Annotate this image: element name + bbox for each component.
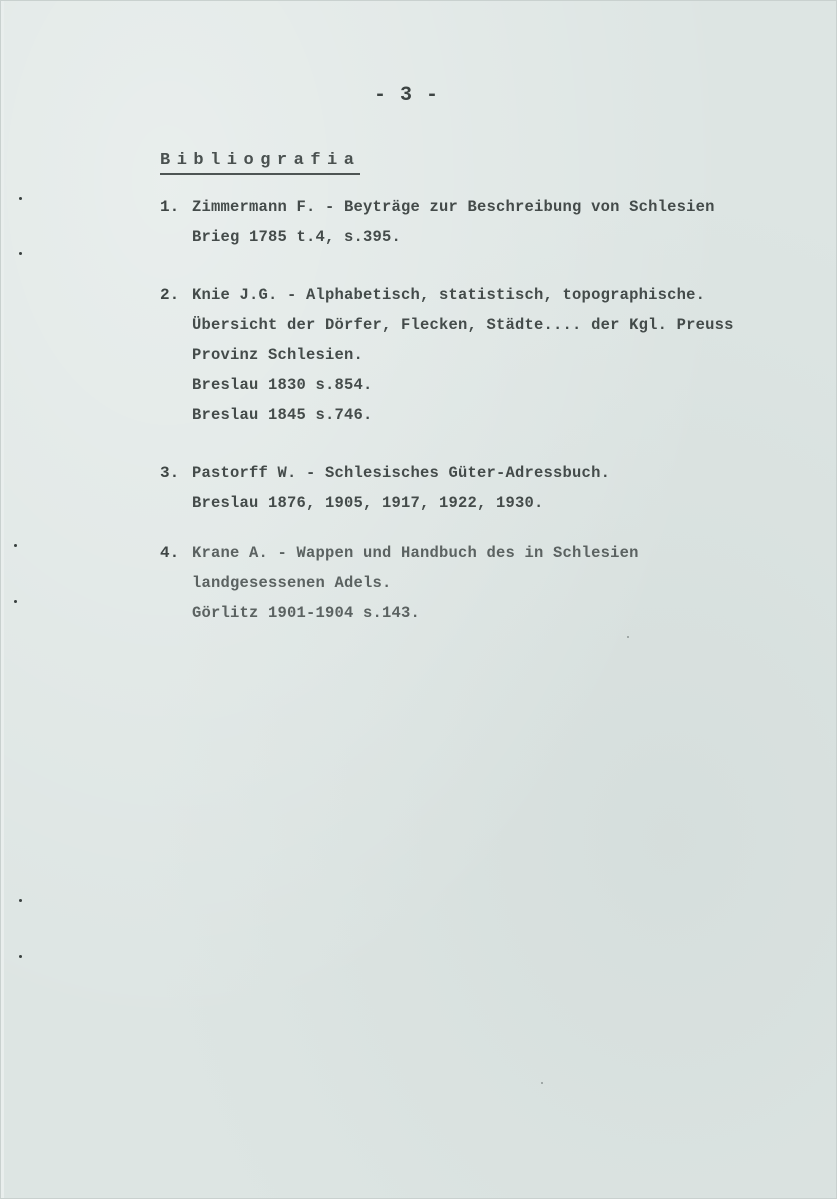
entry-line: Breslau 1876, 1905, 1917, 1922, 1930. bbox=[192, 494, 544, 512]
entry-line: Brieg 1785 t.4, s.395. bbox=[192, 228, 402, 246]
entry-line: Zimmermann F. - Beyträge zur Beschreibung von Schlesien bbox=[192, 198, 715, 216]
entry-line: Übersicht der Dörfer, Flecken, Städte.... der Kgl. Preuss bbox=[192, 316, 734, 334]
entry-line: Knie J.G. - Alphabetisch, statistisch, topographische. bbox=[192, 286, 706, 304]
paper-speck bbox=[541, 1082, 543, 1084]
entry-text bbox=[192, 538, 812, 628]
entry-line: Breslau 1845 s.746. bbox=[192, 406, 373, 424]
entry-line: Breslau 1830 s.854. bbox=[192, 376, 373, 394]
entry-line: Provinz Schlesien. bbox=[192, 346, 364, 364]
paper-speck bbox=[627, 636, 629, 638]
entry-number: 3. bbox=[160, 464, 180, 482]
entry-text bbox=[192, 192, 812, 252]
entry-text bbox=[192, 280, 812, 430]
entry-line: Pastorff W. - Schlesisches Güter-Adressbuch. bbox=[192, 464, 611, 482]
margin-mark bbox=[14, 544, 17, 547]
entry-line: Krane A. - Wappen und Handbuch des in Schlesien bbox=[192, 544, 639, 562]
section-heading: Bibliografia bbox=[160, 150, 360, 175]
margin-mark bbox=[19, 197, 22, 200]
entry-number: 1. bbox=[160, 198, 180, 216]
margin-mark bbox=[14, 600, 17, 603]
entry-line: Görlitz 1901-1904 s.143. bbox=[192, 604, 421, 622]
page-number: - 3 - bbox=[374, 84, 440, 107]
entry-line: landgesessenen Adels. bbox=[192, 574, 392, 592]
margin-mark bbox=[19, 899, 22, 902]
margin-mark bbox=[19, 955, 22, 958]
entry-number: 4. bbox=[160, 544, 180, 562]
entry-number: 2. bbox=[160, 286, 180, 304]
entry-text bbox=[192, 458, 812, 518]
margin-mark bbox=[19, 252, 22, 255]
